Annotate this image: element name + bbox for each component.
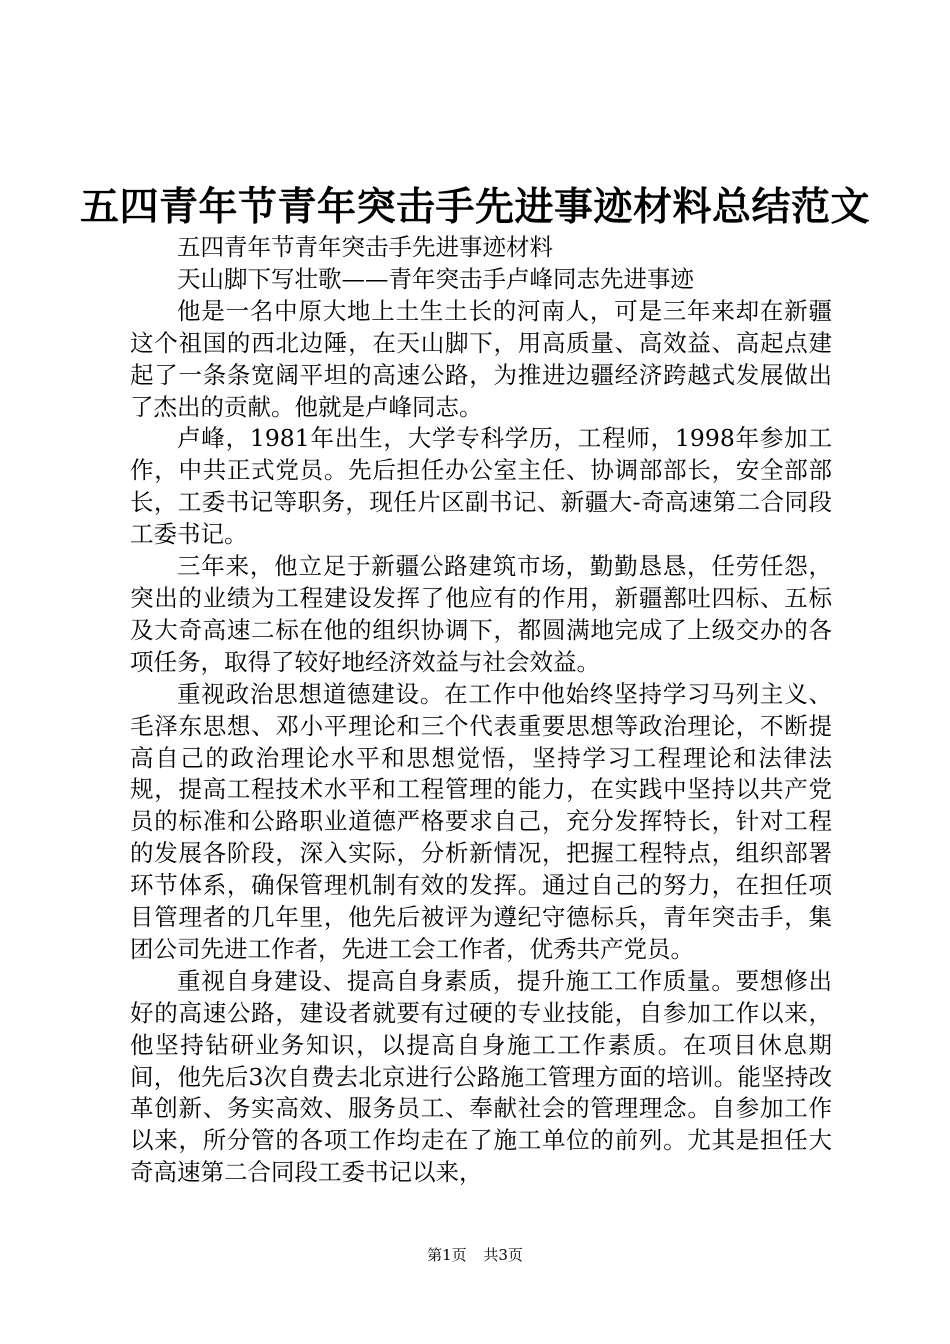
page-number: 第1页 [427,1246,467,1264]
heading-paragraph: 天山脚下写壮歌——青年突击手卢峰同志先进事迹 [177,264,694,293]
body-paragraph: 卢峰，1981年出生，大学专科学历，工程师，1998年参加工作，中共正式党员。先后担任办公室主任、协调部部长，安全部部长，工委书记等职务，现任片区副书记、新疆大-奇高速第二合同段工委书记。 [130,424,832,549]
document-title: 五四青年节青年突击手先进事迹材料总结范文 [79,185,870,230]
body-paragraph: 重视自身建设、提高自身素质，提升施工工作质量。要想修出好的高速公路，建设者就要有过硬的专业技能，自参加工作以来，他坚持钻研业务知识，以提高自身施工工作素质。在项目休息期间，他先后3次自费去北京进行公路施工管理方面的培训。能坚持改革创新、务实高效、服务员工、奉献社会的管理理念。自参加工作以来，所分管的各项工作均走在了施工单位的前列。尤其是担任大奇高速第二合同段工委书记以来， [130,966,832,1187]
page-footer [0,1244,950,1266]
page-total: 共3页 [483,1246,523,1264]
subtitle-paragraph: 五四青年节青年突击手先进事迹材料 [177,233,553,261]
body-paragraph: 重视政治思想道德建设。在工作中他始终坚持学习马列主义、毛泽东思想、邓小平理论和三个代表重要思想等政治理论，不断提高自己的政治理论水平和思想觉悟，坚持学习工程理论和法律法规，提高工程技术水平和工程管理的能力，在实践中坚持以共产党员的标准和公路职业道德严格要求自己，充分发挥特长，针对工程的发展各阶段，深入实际，分析新情况，把握工程特点，组织部署环节体系，确保管理机制有效的发挥。通过自己的努力，在担任项目管理者的几年里，他先后被评为遵纪守德标兵，青年突击手，集团公司先进工作者，先进工会工作者，优秀共产党员。 [130,679,832,963]
body-paragraph: 三年来，他立足于新疆公路建筑市场，勤勤恳恳，任劳任怨，突出的业绩为工程建设发挥了他应有的作用，新疆鄯吐四标、五标及大奇高速二标在他的组织协调下，都圆满地完成了上级交办的各项任务，取得了较好地经济效益与社会效益。 [130,552,832,676]
document-body [130,232,832,1189]
body-paragraph: 他是一名中原大地上土生土长的河南人，可是三年来却在新疆这个祖国的西北边陲，在天山脚下，用高质量、高效益、高起点建起了一条条宽阔平坦的高速公路，为推进边疆经济跨越式发展做出了杰出的贡献。他就是卢峰同志。 [130,296,832,421]
